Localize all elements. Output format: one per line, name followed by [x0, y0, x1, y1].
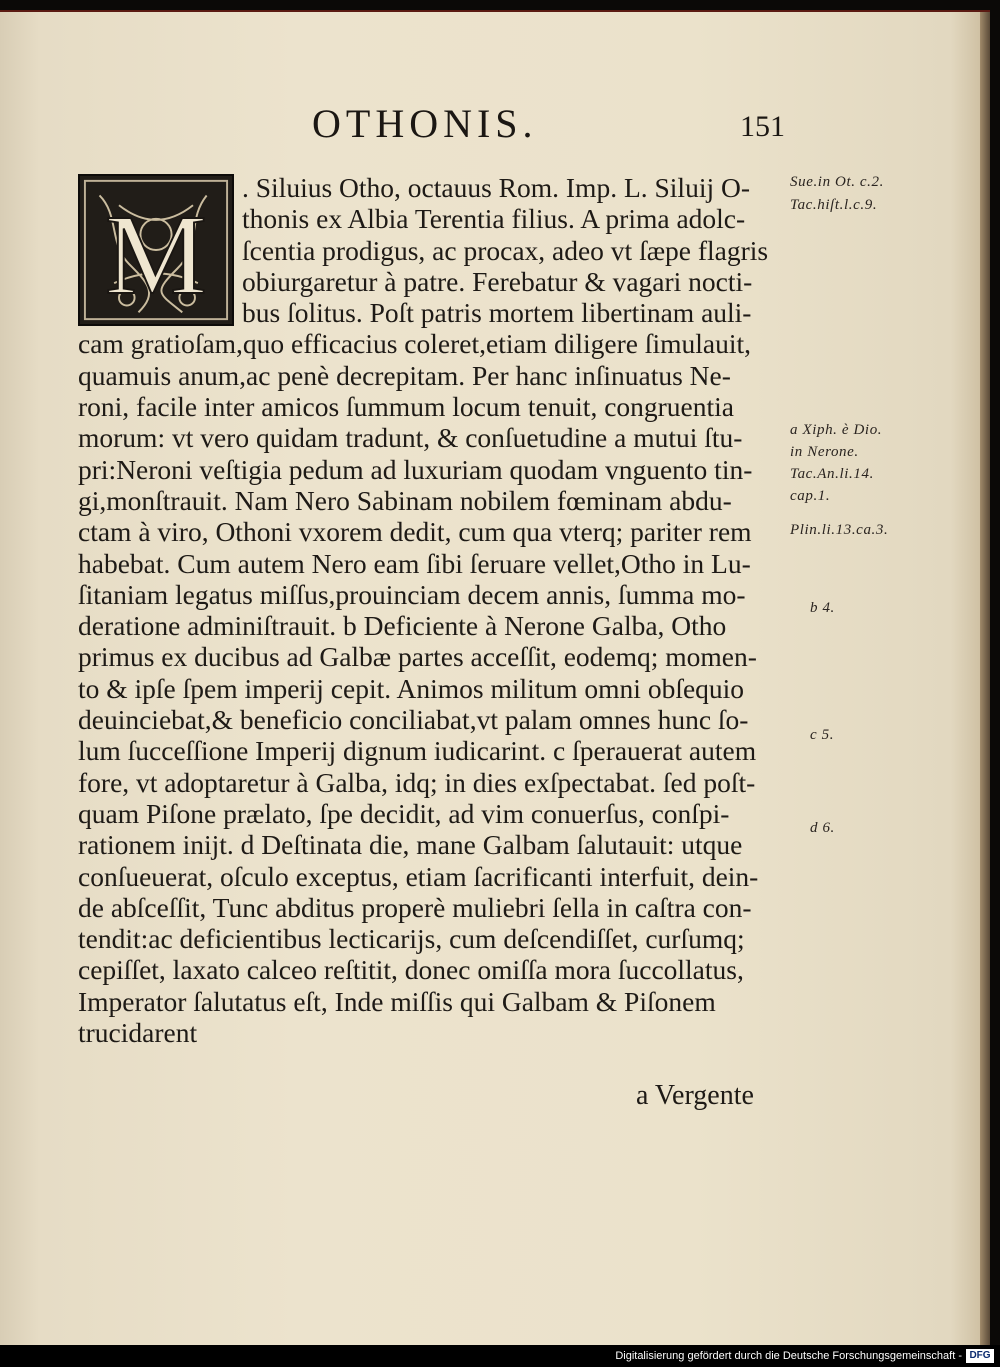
text-line: bus ſolitus. Poſt patris mortem libertinam auli-	[242, 297, 752, 329]
footer-credit: Digitalisierung gefördert durch die Deutsche Forschungsgemeinschaft -	[615, 1350, 962, 1362]
marginal-note: Tac.An.li.14.	[790, 466, 874, 482]
book-page	[0, 10, 990, 1347]
marginal-note: in Nerone.	[790, 444, 859, 460]
text-line: lum ſucceſſione Imperij dignum iudicarint. c ſperauerat autem	[78, 735, 757, 767]
text-line: Imperator ſalutatus eſt, Inde miſſis qui Galbam & Piſonem	[78, 985, 716, 1017]
marginal-note: d 6.	[810, 820, 835, 836]
marginal-note: a Xiph. è Dio.	[790, 422, 883, 438]
page-header	[0, 100, 990, 160]
text-line: rationem inijt. d Deſtinata die, mane Galbam ſalutauit: utque	[78, 829, 743, 861]
running-title: OTHONIS.	[312, 101, 538, 146]
text-line: gi,monſtrauit. Nam Nero Sabinam nobilem fœminam abdu-	[78, 484, 732, 516]
marginal-note: Plin.li.13.ca.3.	[790, 522, 889, 538]
initial-letter: M	[104, 190, 208, 318]
text-line: trucidarent	[78, 1017, 198, 1049]
text-line: ctam à viro, Othoni vxorem dedit, cum qua vterq; pariter rem	[78, 516, 752, 548]
footer-bar	[0, 1345, 1000, 1367]
text-line: conſueuerat, oſculo exceptus, etiam ſacrificanti interfuit, dein-	[78, 860, 759, 892]
marginal-note: Sue.in Ot. c.2.	[790, 174, 884, 190]
text-line: ſitaniam legatus miſſus,prouinciam decem annis, ſumma mo-	[78, 578, 746, 610]
marginal-note: c 5.	[810, 727, 835, 743]
text-line: de abſceſſit, Tunc abditus properè muliebri ſella in caſtra con-	[78, 891, 752, 923]
text-line: fore, vt adoptaretur à Galba, idq; in dies exſpectabat. ſed poſt-	[78, 766, 756, 798]
text-line: . Siluius Otho, octauus Rom. Imp. L. Siluij O-	[242, 172, 750, 203]
marginal-note: b 4.	[810, 600, 835, 616]
text-line: deratione adminiſtrauit. b Deficiente à Nerone Galba, Otho	[78, 610, 727, 642]
text-line: to & ipſe ſpem imperij cepit. Animos militum omni obſequio	[78, 672, 745, 704]
text-line: roni, facile inter amicos ſummum locum tenuit, congruentia	[78, 391, 734, 423]
text-line: quam Piſone prælato, ſpe decidit, ad vim conuerſus, conſpi-	[78, 797, 730, 829]
text-line: tendit:ac deficientibus lecticarijs, cum deſcendiſſet, curſumq;	[78, 923, 745, 955]
text-line: pri:Neroni veſtigia pedum ad luxuriam quodam vnguento tin-	[78, 453, 753, 485]
dfg-logo-icon[interactable]: DFG	[966, 1349, 994, 1363]
page-edge	[980, 12, 990, 1347]
text-line: obiurgaretur à patre. Ferebatur & vagari nocti-	[242, 265, 753, 297]
text-line: ſcentia prodigus, ac procax, adeo vt ſæpe flagris	[242, 234, 769, 266]
page-number: 151	[740, 110, 785, 143]
text-line: thonis ex Albia Terentia filius. A prima adolc-	[242, 203, 746, 235]
text-line: morum: vt vero quidam tradunt, & conſuetudine a mutui ſtu-	[78, 422, 743, 454]
text-line: primus ex ducibus ad Galbæ partes acceſſit, eodemq; momen-	[78, 641, 757, 673]
text-line: cam gratioſam,quo efficacius coleret,etiam diligere ſimulauit,	[78, 328, 751, 360]
text-line: habebat. Cum autem Nero eam ſibi ſeruare vellet,Otho in Lu-	[78, 547, 751, 579]
marginal-note: cap.1.	[790, 488, 831, 504]
text-line: cepiſſet, laxato calceo reſtitit, donec omiſſa mora ſuccollatus,	[78, 954, 744, 986]
text-line: quamuis anum,ac penè decrepitam. Per hanc inſinuatus Ne-	[78, 359, 731, 391]
text-line: deuinciebat,& beneficio conciliabat,vt palam omnes hunc ſo-	[78, 704, 749, 736]
marginal-note: Tac.hiſt.l.c.9.	[790, 197, 878, 213]
catchword: a Vergente	[636, 1080, 754, 1111]
main-text	[78, 172, 778, 1048]
